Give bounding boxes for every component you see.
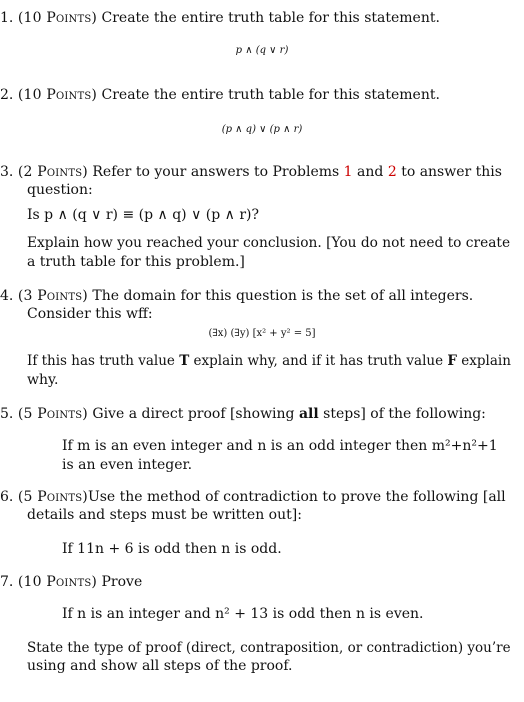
problem-4-truth-a: If this has truth value	[27, 353, 175, 369]
problem-1-points: (10 Points)	[17, 10, 98, 26]
problem-3-points: (2 Points)	[17, 164, 88, 180]
problem-7-number: 7.	[0, 574, 14, 590]
problem-7-line-1	[0, 573, 142, 591]
problem-5-statement-1: If m is an even integer and n is an odd integer then m²+n²+1	[62, 438, 498, 454]
problem-3-text-b: to answer this	[401, 164, 502, 180]
problem-4-text: The domain for this question is the set of all integers.	[92, 288, 474, 304]
problem-2-number: 2.	[0, 87, 14, 103]
problem-3-explain-1: Explain how you reached your conclusion. [You do not need to create	[27, 235, 511, 251]
problem-6-statement: If 11n + 6 is odd then n is odd.	[62, 541, 282, 557]
problem-3-line-1	[0, 163, 502, 181]
problem-3-number: 3.	[0, 164, 14, 180]
problem-4-line-2: Consider this wff:	[27, 306, 153, 322]
problem-2-formula: (p ∧ q) ∨ (p ∧ r)	[221, 124, 303, 135]
problem-6-number: 6.	[0, 489, 14, 505]
problem-5-points: (5 Points)	[17, 406, 88, 422]
problem-7-text: Prove	[101, 574, 143, 590]
problem-4-points: (3 Points)	[17, 288, 88, 304]
problem-6-points: (5 Points)	[17, 489, 88, 505]
problem-1-text: Create the entire truth table for this statement.	[101, 10, 440, 26]
problem-5-number: 5.	[0, 406, 14, 422]
problem-7-state-1: State the type of proof (direct, contraposition, or contradiction) you’re	[27, 640, 511, 656]
problem-1-line	[0, 9, 440, 27]
problem-3-text-a: Refer to your answers to Problems	[92, 164, 340, 180]
problem-1-formula: p ∧ (q ∨ r)	[235, 45, 289, 56]
problem-3-and: and	[357, 164, 384, 180]
problem-4-line-1	[0, 287, 473, 305]
problem-4-truth-c: explain	[461, 353, 511, 369]
problem-5-text-b: steps] of the following:	[323, 406, 486, 422]
problem-6-line-2: details and steps must be written out]:	[27, 507, 302, 523]
problem-5-text-a: Give a direct proof [showing	[92, 406, 295, 422]
problem-2-line	[0, 86, 440, 104]
problem-3-explain-2: a truth table for this problem.]	[27, 254, 245, 270]
problem-5-statement-2: is an even integer.	[62, 457, 193, 473]
problem-5-all: all	[298, 406, 319, 422]
problem-7-state-2: using and show all steps of the proof.	[27, 658, 293, 674]
problem-5-line-1	[0, 405, 486, 423]
problem-6-text: Use the method of contradiction to prove the following [all	[87, 489, 506, 505]
truth-value-F: F	[447, 353, 457, 369]
problem-1-number: 1.	[0, 10, 14, 26]
problem-4-formula: (∃x) (∃y) [x² + y² = 5]	[208, 328, 316, 339]
problem-2-text: Create the entire truth table for this statement.	[101, 87, 440, 103]
problem-4-truth-line	[27, 352, 511, 370]
problem-7-points: (10 Points)	[17, 574, 98, 590]
problem-4-truth-b: explain why, and if it has truth value	[193, 353, 444, 369]
problem-3-line-2: question:	[27, 182, 93, 198]
problem-3-question: Is p ∧ (q ∨ r) ≡ (p ∧ q) ∨ (p ∧ r)?	[27, 207, 260, 223]
problem-1-reference-link[interactable]: 1	[343, 164, 353, 180]
problem-4-why: why.	[27, 372, 59, 388]
problem-7-statement: If n is an integer and n² + 13 is odd then n is even.	[62, 606, 424, 622]
problem-6-line-1	[0, 488, 506, 506]
problem-2-reference-link[interactable]: 2	[387, 164, 397, 180]
problem-4-number: 4.	[0, 288, 14, 304]
truth-value-T: T	[179, 353, 190, 369]
problem-2-points: (10 Points)	[17, 87, 98, 103]
